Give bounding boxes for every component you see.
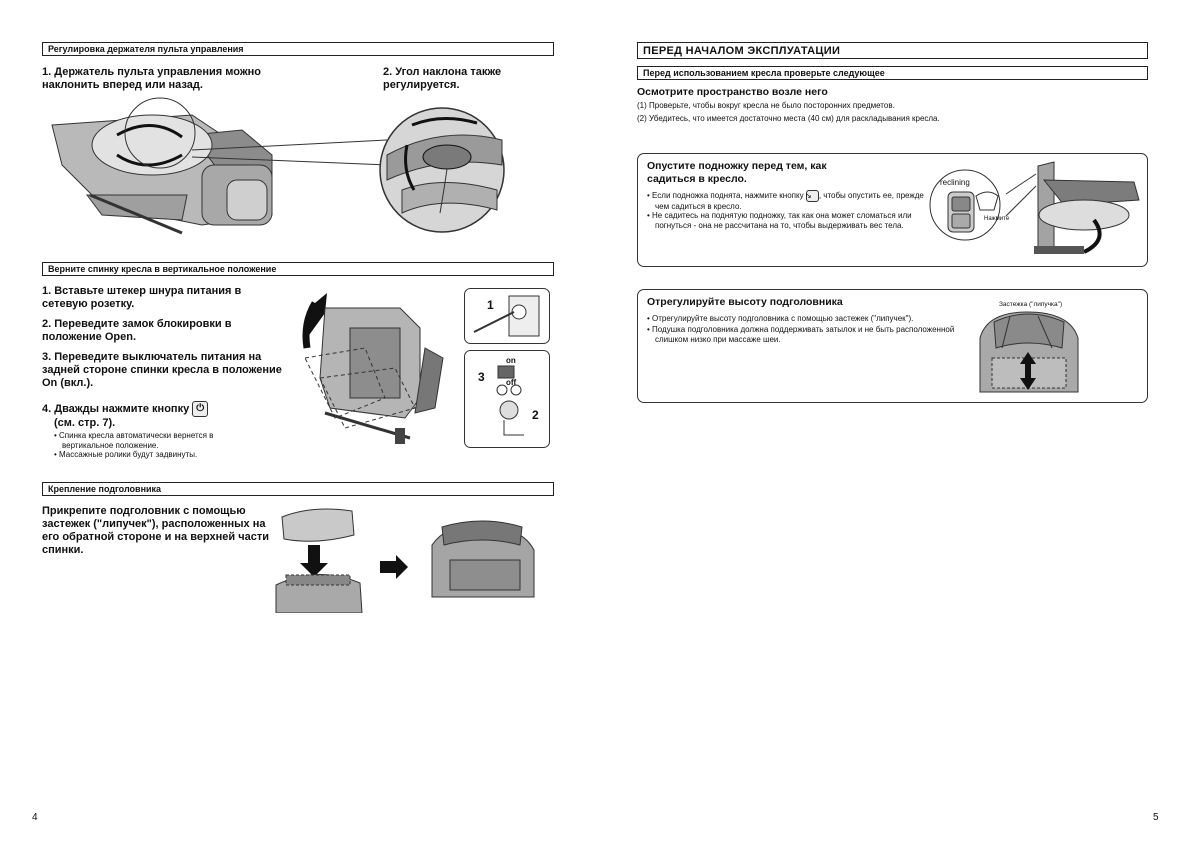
- footrest-bullet-1-text: • Если подножка поднята, нажмите кнопку: [647, 191, 804, 201]
- backrest-bullet-1: • Спинка кресла автоматически вернется в вертикальное положение.: [54, 431, 214, 450]
- velcro-fastener-label: Застежка ("липучка"): [999, 301, 1063, 308]
- footrest-bullet-2: • Не садитесь на поднятую подножку, так как она может сломаться или погнуться - она не рассчитана на то, чтобы выдерживать вес тела.: [647, 211, 912, 230]
- section-header-remote-holder: Регулировка держателя пульта управления: [42, 42, 554, 56]
- headrest-height-bullet-2: • Подушка подголовника должна поддерживать затылок и не быть расположенной слишком низко при массаже шеи.: [647, 325, 955, 344]
- check-item-1: (1) Проверьте, чтобы вокруг кресла не было посторонних предметов.: [637, 101, 895, 110]
- power-icon: ⏻: [192, 401, 208, 417]
- fig-label-3: 3: [478, 370, 485, 384]
- power-plug-panel: [464, 288, 550, 344]
- backrest-step-4-text: 4. Дважды нажмите кнопку: [42, 402, 190, 415]
- footrest-lowering-illustration: [1004, 160, 1144, 260]
- check-item-2: (2) Убедитесь, что имеется достаточно места (40 см) для раскладывания кресла.: [637, 114, 940, 123]
- backrest-step-2: 2. Переведите замок блокировки в положение Open.: [42, 318, 232, 343]
- main-section-title: ПЕРЕД НАЧАЛОМ ЭКСПЛУАТАЦИИ: [637, 42, 1148, 59]
- backrest-bullet-2: • Массажные ролики будут задвинуты.: [54, 450, 198, 459]
- section-header-headrest: Крепление подголовника: [42, 482, 554, 496]
- headrest-height-illustration: [972, 308, 1084, 394]
- backrest-step-1: 1. Вставьте штекер шнура питания в сетевую розетку.: [42, 285, 242, 310]
- page-number-right: 5: [1153, 812, 1159, 823]
- headrest-height-bullet-1: • Отрегулируйте высоту подголовника с помощью застежек ("липучек").: [647, 314, 914, 323]
- remote-holder-step-2: 2. Угол наклона также регулируется.: [383, 66, 502, 91]
- headrest-attach-text: Прикрепите подголовник с помощью застежек ("липучек"), расположенных на его обратной стороне и на верхней части спинки.: [42, 505, 269, 556]
- page-number-left: 4: [32, 812, 38, 823]
- backrest-step-4: [42, 401, 282, 430]
- fig-label-on: on: [506, 356, 516, 365]
- backrest-upright-illustration: [295, 288, 455, 448]
- backrest-step-3: 3. Переведите выключатель питания на задней стороне спинки кресла в положение On (вкл.).: [42, 351, 282, 389]
- reclining-label: reclining: [940, 178, 970, 187]
- section-header-backrest-upright: Верните спинку кресла в вертикальное положение: [42, 262, 554, 276]
- remote-holder-step-1: 1. Держатель пульта управления можно наклонить вперед или назад.: [42, 66, 262, 91]
- fig-label-2: 2: [532, 408, 539, 422]
- headrest-height-title: Отрегулируйте высоту подголовника: [647, 296, 843, 308]
- footrest-bullet-1-rest: , чтобы опустить ее, прежде чем садиться в кресло.: [655, 191, 924, 211]
- remote-holder-illustration: [42, 95, 552, 245]
- footrest-down-icon: ↘: [806, 190, 819, 202]
- backrest-step-4-ref: (см. стр. 7).: [54, 417, 116, 429]
- space-heading: Осмотрите пространство возле него: [637, 86, 828, 98]
- fig-label-1: 1: [487, 298, 494, 312]
- press-label: Нажмите: [984, 216, 1010, 222]
- footrest-bullet-1: [647, 190, 927, 212]
- precheck-subtitle: Перед использованием кресла проверьте следующее: [637, 66, 1148, 80]
- fig-label-off: off: [506, 378, 517, 387]
- headrest-attach-illustration: [272, 505, 544, 613]
- footrest-notice-title: Опустите подножку перед тем, как садиться в кресло.: [647, 160, 827, 185]
